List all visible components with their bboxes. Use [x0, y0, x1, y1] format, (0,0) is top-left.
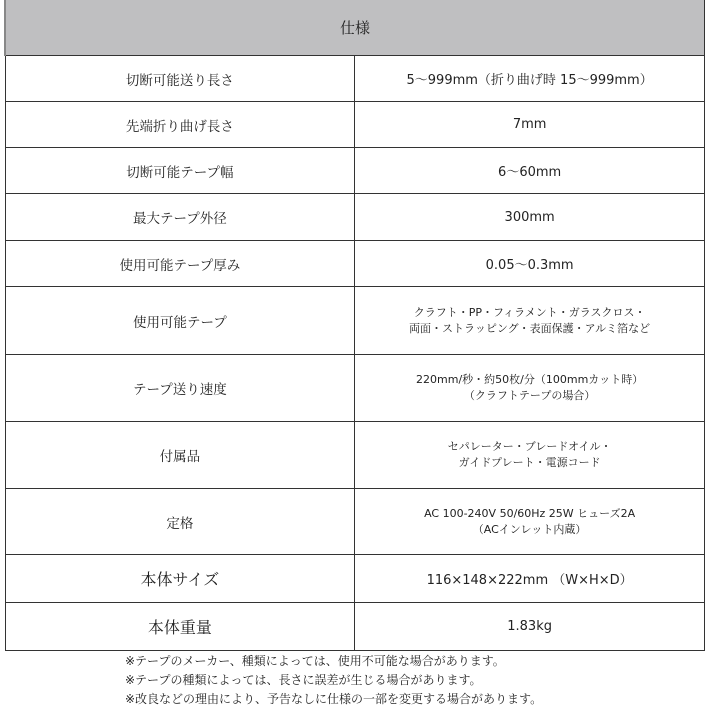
spec-value	[355, 355, 705, 422]
spec-label: 付属品	[5, 422, 355, 489]
table-row	[5, 56, 705, 102]
table-row	[5, 148, 705, 194]
spec-table	[4, 0, 705, 651]
spec-label: 使用可能テープ厚み	[5, 241, 355, 287]
spec-value: 116×148×222mm （W×H×D）	[355, 555, 705, 603]
spec-label: 先端折り曲げ長さ	[5, 102, 355, 148]
notes	[125, 652, 542, 709]
spec-label: 最大テープ外径	[5, 194, 355, 241]
table-row	[5, 555, 705, 603]
table-row	[5, 287, 705, 355]
spec-value	[355, 422, 705, 489]
note-line: ※改良などの理由により、予告なしに仕様の一部を変更する場合があります。	[125, 692, 543, 706]
spec-value: 0.05～0.3mm	[355, 241, 705, 287]
spec-label: 本体サイズ	[5, 555, 355, 603]
note-line: ※テープの種類によっては、長さに誤差が生じる場合があります。	[125, 673, 482, 687]
spec-label: 定格	[5, 489, 355, 555]
spec-value-line: ガイドプレート・電源コード	[458, 456, 601, 469]
spec-table-header-row	[5, 0, 705, 56]
spec-value	[355, 287, 705, 355]
note-line: ※テープのメーカー、種類によっては、使用不可能な場合があります。	[125, 654, 505, 668]
spec-label: 本体重量	[5, 603, 355, 651]
table-row	[5, 241, 705, 287]
spec-value-line: （ACインレット内蔵）	[472, 522, 587, 536]
table-row	[5, 422, 705, 489]
table-row	[5, 489, 705, 555]
table-row	[5, 603, 705, 651]
spec-label: テープ送り速度	[5, 355, 355, 422]
spec-value: 7mm	[355, 102, 705, 148]
spec-value-line: （クラフトテープの場合）	[463, 389, 596, 402]
spec-value: 300mm	[355, 194, 705, 241]
table-row	[5, 355, 705, 422]
spec-value-line: AC 100-240V 50/60Hz 25W ヒューズ2A	[424, 506, 636, 520]
spec-value: 5～999mm（折り曲げ時 15～999mm）	[355, 56, 705, 102]
spec-value: 6～60mm	[355, 148, 705, 194]
spec-label: 使用可能テープ	[5, 287, 355, 355]
spec-value-line: 220mm/秒・約50枚/分（100mmカット時）	[416, 373, 644, 386]
spec-value-line: セパレーター・ブレードオイル・	[447, 440, 612, 453]
spec-value-line: 両面・ストラッピング・表面保護・アルミ箔など	[409, 321, 651, 335]
spec-label: 切断可能送り長さ	[5, 56, 355, 102]
table-row	[5, 194, 705, 241]
spec-table-title: 仕様	[5, 0, 705, 56]
spec-label: 切断可能テープ幅	[5, 148, 355, 194]
spec-value-line: クラフト・PP・フィラメント・ガラスクロス・	[413, 305, 646, 319]
table-row	[5, 102, 705, 148]
spec-value	[355, 489, 705, 555]
spec-value: 1.83kg	[355, 603, 705, 651]
